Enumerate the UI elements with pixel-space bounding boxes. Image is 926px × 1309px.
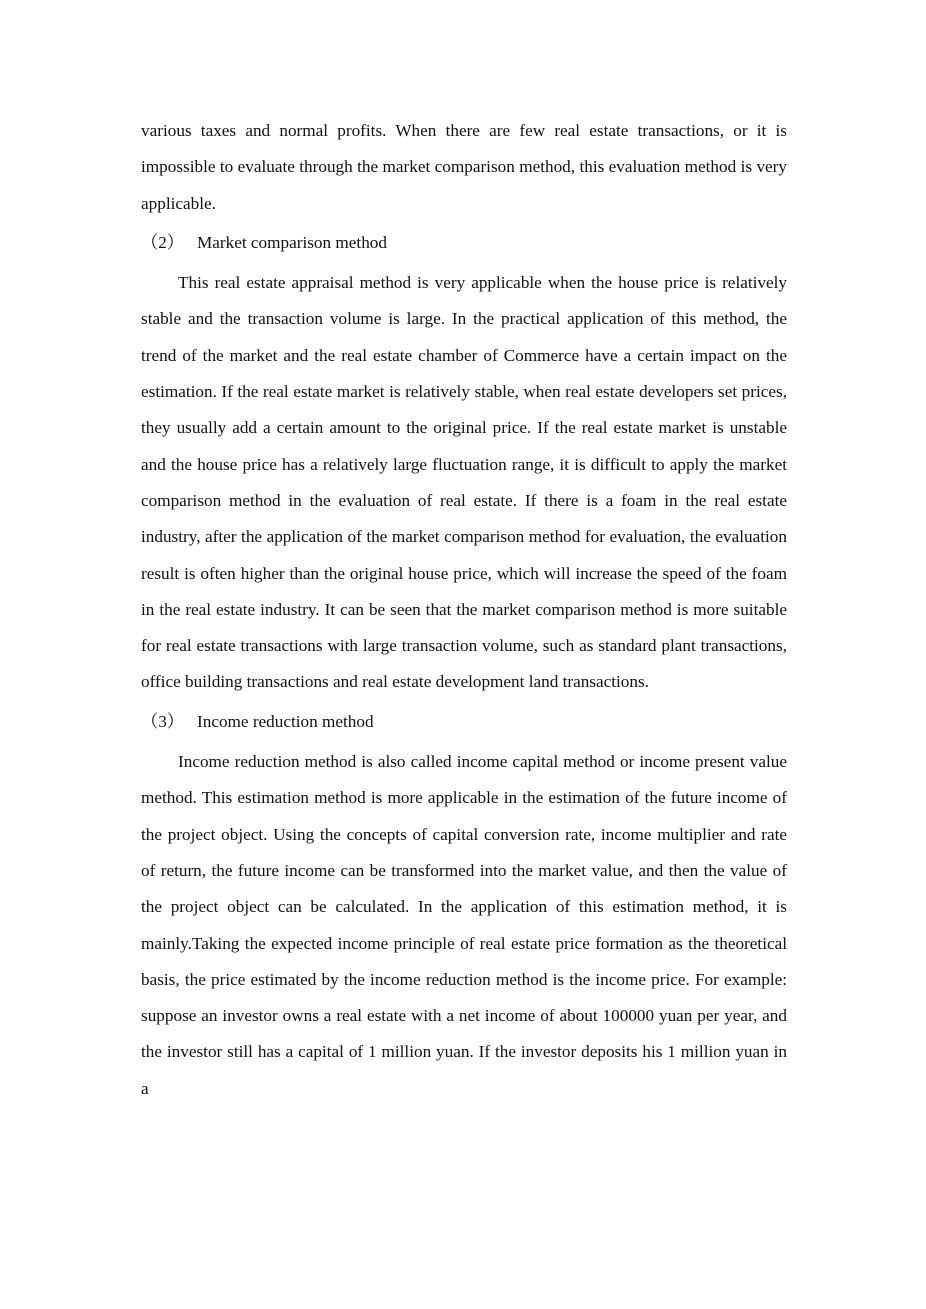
- section-title: Income reduction method: [197, 711, 374, 731]
- paragraph-market-comparison: This real estate appraisal method is very applicable when the house price is relatively stable and the transaction volume is large. In the practical application of this method, the trend of the market and the real estate chamber of Commerce have a certain impact on the estimation. If the real estate market is relatively stable, when real estate developers set prices, they usually add a certain amount to the original price. If the real estate market is unstable and the house price has a relatively large fluctuation range, it is difficult to apply the market comparison method in the evaluation of real estate. If there is a foam in the real estate industry, after the application of the market comparison method for evaluation, the evaluation result is often higher than the original house price, which will increase the speed of the foam in the real estate industry. It can be seen that the market comparison method is more suitable for real estate transactions with large transaction volume, such as standard plant transactions, office building transactions and real estate development land transactions.: [141, 273, 787, 692]
- section-number: （2）: [141, 232, 184, 252]
- section-title: Market comparison method: [197, 232, 387, 252]
- paragraph-income-reduction: Income reduction method is also called income capital method or income present value method. This estimation method is more applicable in the estimation of the future income of the project object. Using the concepts of capital conversion rate, income multiplier and rate of return, the future income can be transformed into the market value, and then the value of the project object can be calculated. In the application of this estimation method, it is mainly.Taking the expected income principle of real estate price formation as the theoretical basis, the price estimated by the income reduction method is the income price. For example: suppose an investor owns a real estate with a net income of about 100000 yuan per year, and the investor still has a capital of 1 million yuan. If the investor deposits his 1 million yuan in a: [141, 752, 787, 1098]
- paragraph-cost-method-continuation: various taxes and normal profits. When there are few real estate transactions, or it is impossible to evaluate through the market comparison method, this evaluation method is very applicable.: [141, 121, 787, 213]
- section-number: （3）: [141, 711, 184, 731]
- document-page: [141, 113, 787, 1107]
- section-heading-income-reduction: [141, 704, 787, 740]
- section-heading-market-comparison: [141, 225, 787, 261]
